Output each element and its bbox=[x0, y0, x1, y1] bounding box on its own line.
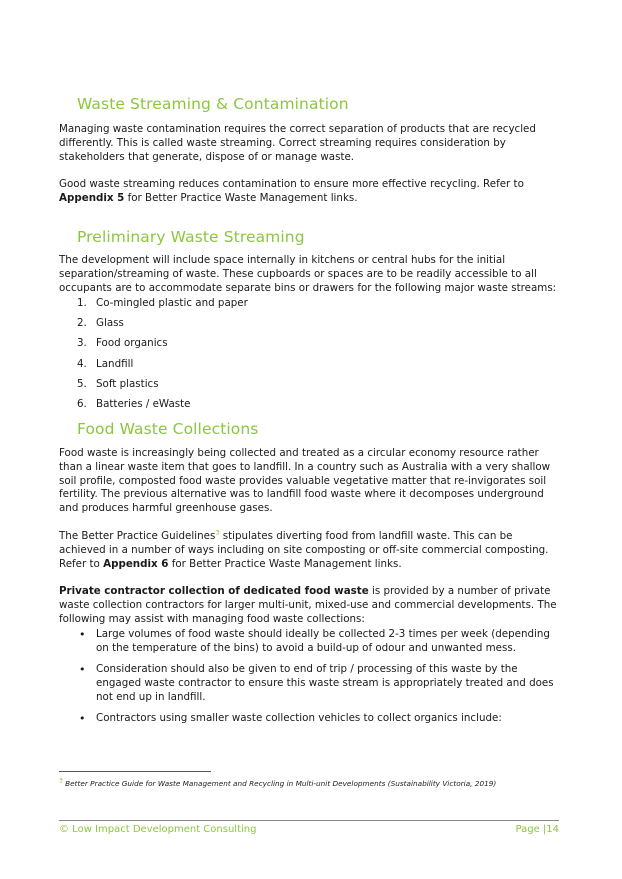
text-run: Good waste streaming reduces contamination to ensure more effective recycling. Refer to bbox=[59, 178, 524, 190]
list-text: Soft plastics bbox=[96, 377, 159, 390]
list-item bbox=[59, 397, 248, 417]
paragraph-contamination-intro: Managing waste contamination requires the correct separation of products that are recycled differently. This is called waste streaming. Correct streaming requires consideration by stakeholders that generate, dispose of or manage waste. bbox=[59, 123, 536, 163]
paragraph-better-practice bbox=[59, 530, 559, 571]
list-number: 2. bbox=[77, 317, 87, 330]
bullet-item bbox=[59, 663, 559, 704]
footnote bbox=[59, 779, 496, 788]
list-text: Batteries / eWaste bbox=[96, 397, 191, 410]
text-run: for Better Practice Waste Management links. bbox=[168, 557, 402, 570]
food-waste-bullets bbox=[59, 628, 559, 733]
text-run: for Better Practice Waste Management links. bbox=[124, 191, 358, 204]
footer-page-number: Page |14 bbox=[515, 824, 559, 835]
private-contractor-bold: Private contractor collection of dedicated food waste bbox=[59, 585, 369, 597]
paragraph-private-contractor bbox=[59, 585, 559, 626]
bullet-text: Large volumes of food waste should ideally be collected 2-3 times per week (depending on the temperature of the bins) to avoid a build-up of odour and unwanted mess. bbox=[96, 628, 550, 654]
list-item bbox=[59, 357, 248, 377]
bullet-icon: • bbox=[79, 628, 86, 641]
footnote-ref: 3 bbox=[215, 528, 220, 537]
text-run: stipulates diverting food from landfill waste. This can be achieved in a number of ways including on site composting or off-site commercial composting. Refer to bbox=[59, 530, 549, 570]
paragraph-food-waste-intro: Food waste is increasingly being collected and treated as a circular economy resource rather than a linear waste item that goes to landfill. In a country such as Australia with a very shallow soil profile, composted food waste provides valuable vegetative matter that re-invigorates soil fertility. The previous alternative was to landfill food waste where it decomposes underground and produces harmful greenhouse gases. bbox=[59, 447, 551, 515]
appendix-6-ref: Appendix 6 bbox=[103, 557, 169, 570]
text-run: is provided by a number of private waste collection contractors for larger multi-unit, mixed-use and commercial developments. The following may assist with managing food waste collections: bbox=[59, 585, 557, 625]
footnote-number: 3 bbox=[59, 777, 63, 785]
appendix-5-ref: Appendix 5 bbox=[59, 191, 125, 204]
heading-preliminary-waste-streaming: Preliminary Waste Streaming bbox=[77, 228, 305, 246]
list-number: 3. bbox=[77, 337, 87, 350]
paragraph-preliminary: The development will include space internally in kitchens or central hubs for the initial separation/streaming of waste. These cupboards or spaces are to be readily accessible to all occupants are to accommodate separate bins or drawers for the following major waste streams: bbox=[59, 254, 557, 294]
list-item bbox=[59, 377, 248, 397]
bullet-item bbox=[59, 628, 559, 656]
bullet-text: Consideration should also be given to end of trip / processing of this waste by the engaged waste contractor to ensure this waste stream is appropriately treated and does not end up in landfill. bbox=[96, 663, 554, 703]
text-run: The Better Practice Guidelines bbox=[59, 530, 216, 542]
list-item bbox=[59, 336, 248, 356]
footnote-divider bbox=[59, 771, 211, 772]
list-item bbox=[59, 316, 248, 336]
list-number: 1. bbox=[77, 297, 87, 309]
heading-food-waste-collections: Food Waste Collections bbox=[77, 420, 259, 438]
list-item bbox=[59, 296, 248, 316]
footnote-text: Better Practice Guide for Waste Management and Recycling in Multi-unit Developments (Sustainability Victoria, 2019) bbox=[65, 779, 497, 788]
list-number: 6. bbox=[77, 397, 87, 410]
footer-copyright: © Low Impact Development Consulting bbox=[59, 824, 257, 835]
heading-waste-streaming-contamination: Waste Streaming & Contamination bbox=[77, 95, 349, 113]
list-text: Landfill bbox=[96, 357, 134, 370]
footer-divider bbox=[59, 820, 559, 821]
list-text: Co-mingled plastic and paper bbox=[96, 297, 248, 309]
bullet-text: Contractors using smaller waste collection vehicles to collect organics include: bbox=[96, 711, 502, 724]
bullet-icon: • bbox=[79, 711, 86, 725]
bullet-icon: • bbox=[79, 663, 86, 677]
paragraph-good-streaming bbox=[59, 178, 559, 206]
bullet-item bbox=[59, 712, 559, 726]
waste-streams-list bbox=[59, 296, 248, 417]
list-number: 4. bbox=[77, 357, 87, 370]
list-number: 5. bbox=[77, 377, 87, 390]
list-text: Food organics bbox=[96, 337, 168, 350]
list-text: Glass bbox=[96, 317, 124, 330]
